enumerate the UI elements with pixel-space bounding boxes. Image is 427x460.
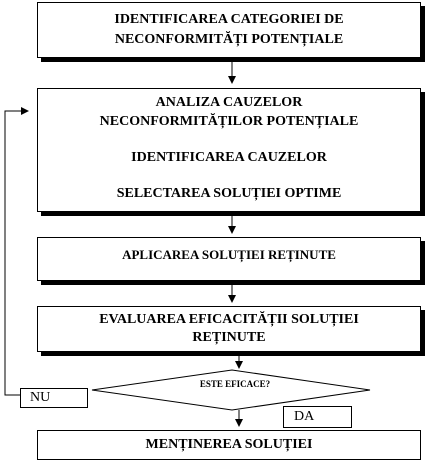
step-evaluate-line-2: REȚINUTE <box>192 330 266 345</box>
step-maintain-solution-label: MENȚINEREA SOLUȚIEI <box>145 437 313 452</box>
step-identify-category-line-2: NECONFORMITĂȚI POTENȚIALE <box>114 32 344 47</box>
step-analysis <box>37 88 421 212</box>
step-identify-causes: IDENTIFICAREA CAUZELOR <box>131 150 327 165</box>
step-select-solution: SELECTAREA SOLUȚIEI OPTIME <box>116 186 342 201</box>
decision-question: ESTE EFICACE? <box>199 379 271 389</box>
decision-diamond <box>92 370 370 410</box>
step-maintain-solution <box>37 430 421 460</box>
step-analysis-title-line-1: ANALIZA CAUZELOR <box>155 95 303 110</box>
step-evaluate <box>37 306 421 352</box>
step-analysis-title-line-2: NECONFORMITĂȚILOR POTENȚIALE <box>99 114 359 129</box>
step-apply-solution <box>37 237 421 281</box>
decision-yes-label: DA <box>283 406 352 428</box>
step-identify-category-line-1: IDENTIFICAREA CATEGORIEI DE <box>114 12 344 27</box>
step-identify-category <box>37 2 421 58</box>
decision-no-label: NU <box>20 388 88 408</box>
step-apply-solution-label: APLICAREA SOLUȚIEI REȚINUTE <box>122 247 336 262</box>
loop-back-line <box>5 111 28 395</box>
step-evaluate-line-1: EVALUAREA EFICACITĂȚII SOLUȚIEI <box>99 312 359 327</box>
